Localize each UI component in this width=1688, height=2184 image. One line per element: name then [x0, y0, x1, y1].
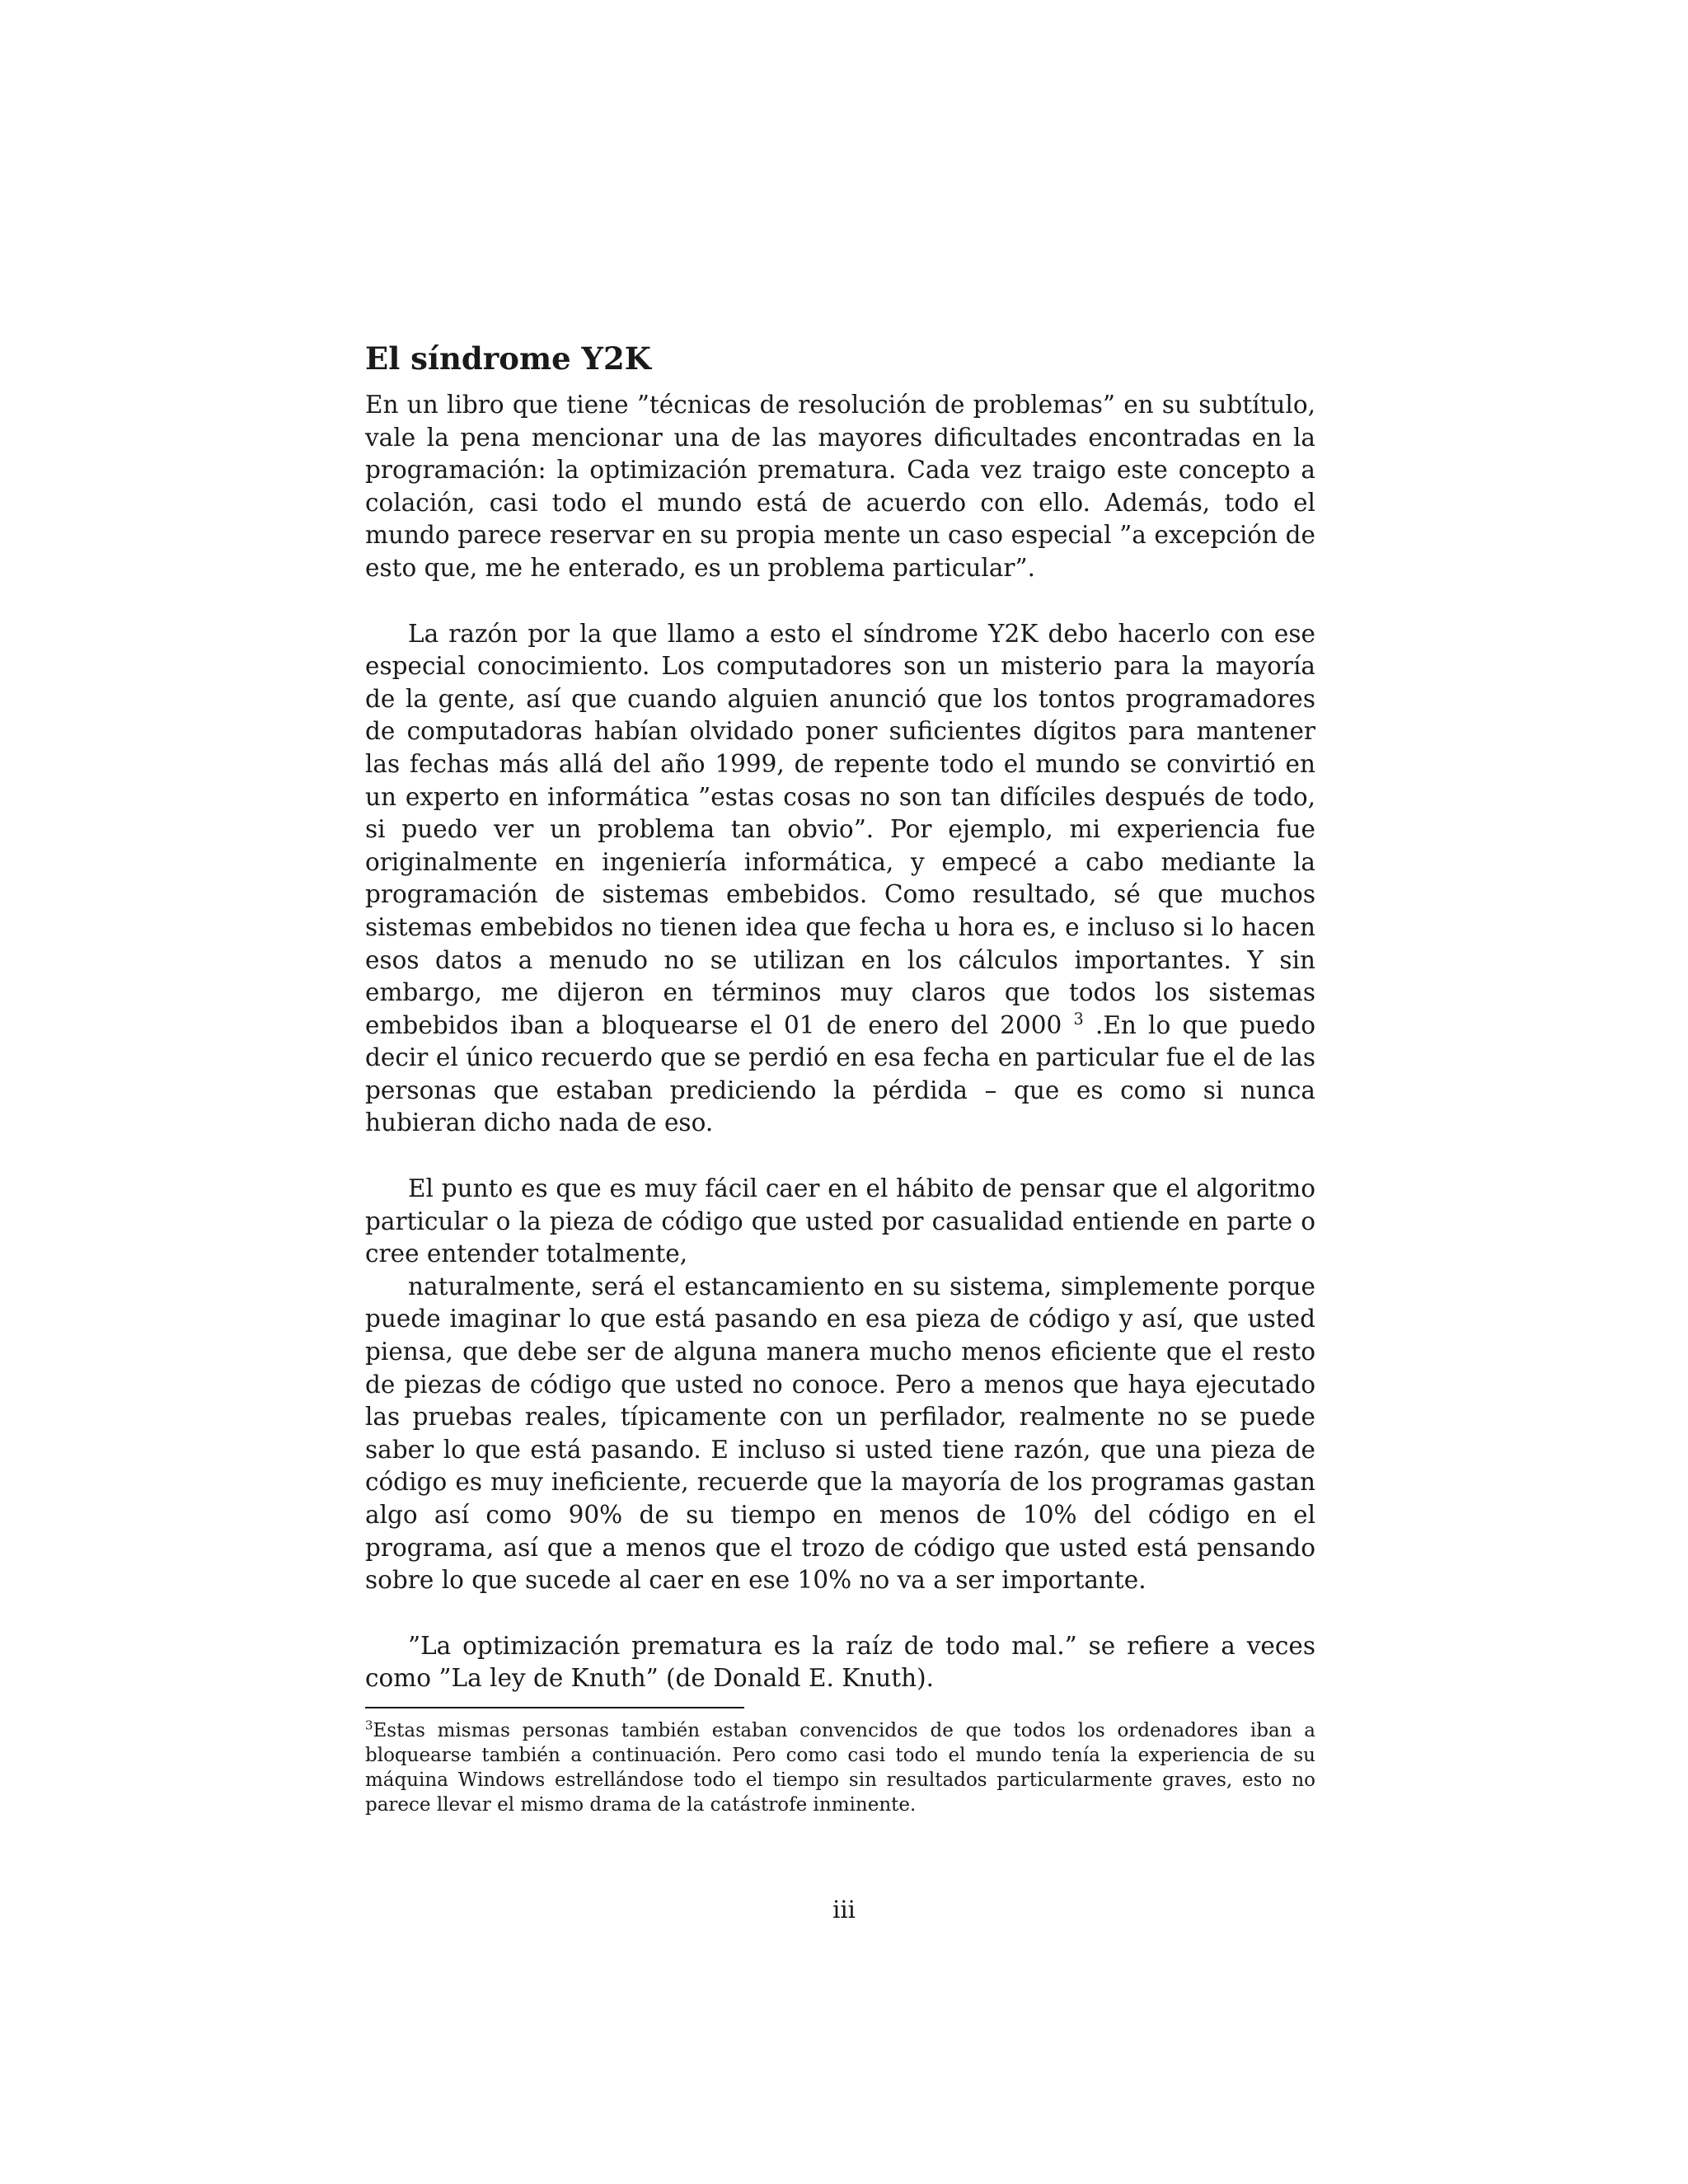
footnote-reference: 3 [1073, 1009, 1084, 1029]
paragraph-point-start: El punto es que es muy fácil caer en el hábito de pensar que el algoritmo particular o la pieza de código que usted por casualidad entiende en parte o cree entender totalmente, [365, 1174, 1315, 1268]
footnote [365, 1718, 1315, 1817]
footnote-text: Estas mismas personas también estaban convencidos de que todos los ordenadores iban a bloquearse también a continuación. Pero como casi todo el mundo tenía la experiencia de su máquina Windows estrellándose todo el tiempo sin resultados particularmente graves, esto no parece llevar el mismo drama de la catástrofe inminente. [365, 1719, 1315, 1816]
page-number: iii [832, 1896, 856, 1924]
paragraph-gap [365, 1597, 1315, 1630]
section-title: El síndrome Y2K [365, 340, 651, 377]
paragraph-gap [365, 1140, 1315, 1173]
paragraph-text: La razón por la que llamo a esto el síndrome Y2K debo hacerlo con ese especial conocimiento. Los computadores son un misterio para la mayoría de la gente, así que cuando alguien anunció que los tontos programadores de computadoras habían olvidado poner suficientes dígitos para mantener las fechas más allá del año 1999, de repente todo el mundo se convirtió en un experto en informática ”estas cosas no son tan difíciles después de todo, si puedo ver un problema tan obvio”. Por ejemplo, mi experiencia fue originalmente en ingeniería informática, y empecé a cabo mediante la programación de sistemas embebidos. Como resultado, sé que muchos sistemas embebidos no tienen idea que fecha u hora es, e incluso si lo hacen esos datos a menudo no se utilizan en los cálculos importantes. Y sin embargo, me dijeron en términos muy claros que todos los sistemas embebidos iban a bloquearse el 01 de enero del 2000 [365, 619, 1315, 1039]
footnote-marker: 3 [365, 1718, 373, 1733]
paragraph-point-continued: naturalmente, será el estancamiento en su sistema, simplemente porque puede imaginar lo que está pasando en esa pieza de código y así, que usted piensa, que debe ser de alguna manera mucho menos eficiente que el resto de piezas de código que usted no conoce. Pero a menos que haya ejecutado las pruebas reales, típicamente con un perfilador, realmente no se puede saber lo que está pasando. E incluso si usted tiene razón, que una pieza de código es muy ineficiente, recuerde que la mayoría de los programas gastan algo así como 90% de su tiempo en menos de 10% del código en el programa, así que a menos que el trozo de código que usted está pensando sobre lo que sucede al caer en ese 10% no va a ser importante. [365, 1272, 1315, 1595]
paragraph-knuth-quote: ”La optimización prematura es la raíz de todo mal.” se refiere a veces como ”La ley de Knuth” (de Donald E. Knuth). [365, 1631, 1315, 1693]
paragraph-y2k-explanation [365, 618, 1315, 1141]
paragraph-gap [365, 585, 1315, 618]
page-body [365, 338, 1315, 1817]
paragraph-intro: En un libro que tiene ”técnicas de resolución de problemas” en su subtítulo, vale la pena mencionar una de las mayores dificultades encontradas en la programación: la optimización prematura. Cada vez traigo este concepto a colación, casi todo el mundo está de acuerdo con ello. Además, todo el mundo parece reservar en su propia mente un caso especial ”a excepción de esto que, me he enterado, es un problema particular”. [365, 391, 1315, 582]
footnote-divider [365, 1707, 744, 1708]
paragraph-text: .En lo que puedo decir el único recuerdo que se perdió en esa fecha en particular fue el de las personas que estaban prediciendo la pérdida – que es como si nunca hubieran dicho nada de eso. [365, 1010, 1315, 1137]
